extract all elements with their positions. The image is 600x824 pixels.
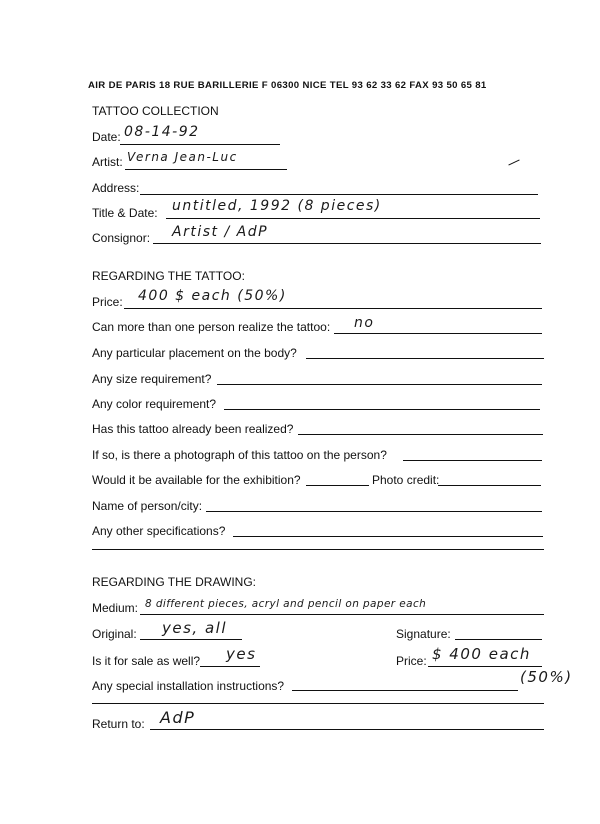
more-than-one-value[interactable]: no (354, 315, 375, 331)
artist-line (125, 169, 287, 170)
consignor-label: Consignor: (92, 231, 151, 245)
more-than-one-label: Can more than one person realize the tattoo: (92, 320, 331, 334)
color-label: Any color requirement? (92, 397, 217, 411)
for-sale-line (200, 666, 260, 667)
tick-mark (508, 160, 519, 166)
for-sale-label: Is it for sale as well? (92, 654, 201, 668)
installation-label: Any special installation instructions? (92, 679, 285, 693)
person-city-line (206, 511, 542, 512)
original-value[interactable]: yes, all (162, 619, 227, 637)
address-label: Address: (92, 181, 140, 195)
tattoo-heading: REGARDING THE TATTOO: (92, 269, 245, 283)
date-label: Date: (92, 130, 121, 144)
other-specs-line (233, 536, 543, 537)
for-sale-value[interactable]: yes (226, 645, 257, 663)
medium-line (140, 614, 544, 615)
size-label: Any size requirement? (92, 372, 212, 386)
header-address-line: AIR DE PARIS 18 RUE BARILLERIE F 06300 NICE TEL 93 62 33 62 FAX 93 50 65 81 (88, 80, 487, 91)
consignor-line (153, 243, 541, 244)
other-specs-line-2 (92, 549, 544, 550)
title-date-line (166, 218, 540, 219)
medium-value[interactable]: 8 different pieces, acryl and pencil on paper each (145, 598, 427, 610)
section-title: TATTOO COLLECTION (92, 104, 219, 118)
more-than-one-line (334, 333, 542, 334)
signature-label: Signature: (396, 627, 451, 641)
photograph-label: If so, is there a photograph of this tattoo on the person? (92, 448, 387, 462)
date-line (120, 144, 280, 145)
original-line (140, 639, 242, 640)
title-date-label: Title & Date: (92, 206, 158, 220)
placement-label: Any particular placement on the body? (92, 346, 297, 360)
person-city-label: Name of person/city: (92, 499, 203, 513)
tattoo-price-label: Price: (92, 295, 123, 309)
realized-line (298, 434, 543, 435)
photo-credit-line (438, 485, 541, 486)
signature-line (455, 639, 542, 640)
exhibition-line (306, 485, 369, 486)
date-value[interactable]: 08-14-92 (124, 124, 200, 140)
placement-line (306, 358, 544, 359)
consignor-value[interactable]: Artist / AdP (172, 224, 269, 240)
drawing-price-label: Price: (396, 654, 427, 668)
photograph-line (403, 460, 542, 461)
photo-credit-label: Photo credit: (372, 473, 440, 487)
tattoo-price-value[interactable]: 400 $ each (50%) (138, 288, 287, 304)
installation-line (292, 690, 518, 691)
drawing-price-extra: (50%) (520, 668, 573, 686)
color-line (224, 409, 540, 410)
realized-label: Has this tattoo already been realized? (92, 422, 294, 436)
drawing-price-line (428, 666, 542, 667)
drawing-heading: REGARDING THE DRAWING: (92, 575, 257, 589)
installation-line-2 (92, 703, 544, 704)
medium-label: Medium: (92, 601, 139, 615)
tattoo-price-line (124, 308, 542, 309)
return-to-value[interactable]: AdP (160, 708, 196, 727)
return-to-line (150, 729, 544, 730)
artist-label: Artist: (92, 155, 123, 169)
address-line (140, 194, 538, 195)
drawing-price-value[interactable]: $ 400 each (432, 645, 531, 663)
artist-value[interactable]: Verna Jean-Luc (127, 150, 238, 164)
return-to-label: Return to: (92, 717, 145, 731)
exhibition-label: Would it be available for the exhibition? (92, 473, 301, 487)
original-label: Original: (92, 627, 137, 641)
title-date-value[interactable]: untitled, 1992 (8 pieces) (172, 198, 382, 214)
size-line (217, 384, 542, 385)
other-specs-label: Any other specifications? (92, 524, 226, 538)
